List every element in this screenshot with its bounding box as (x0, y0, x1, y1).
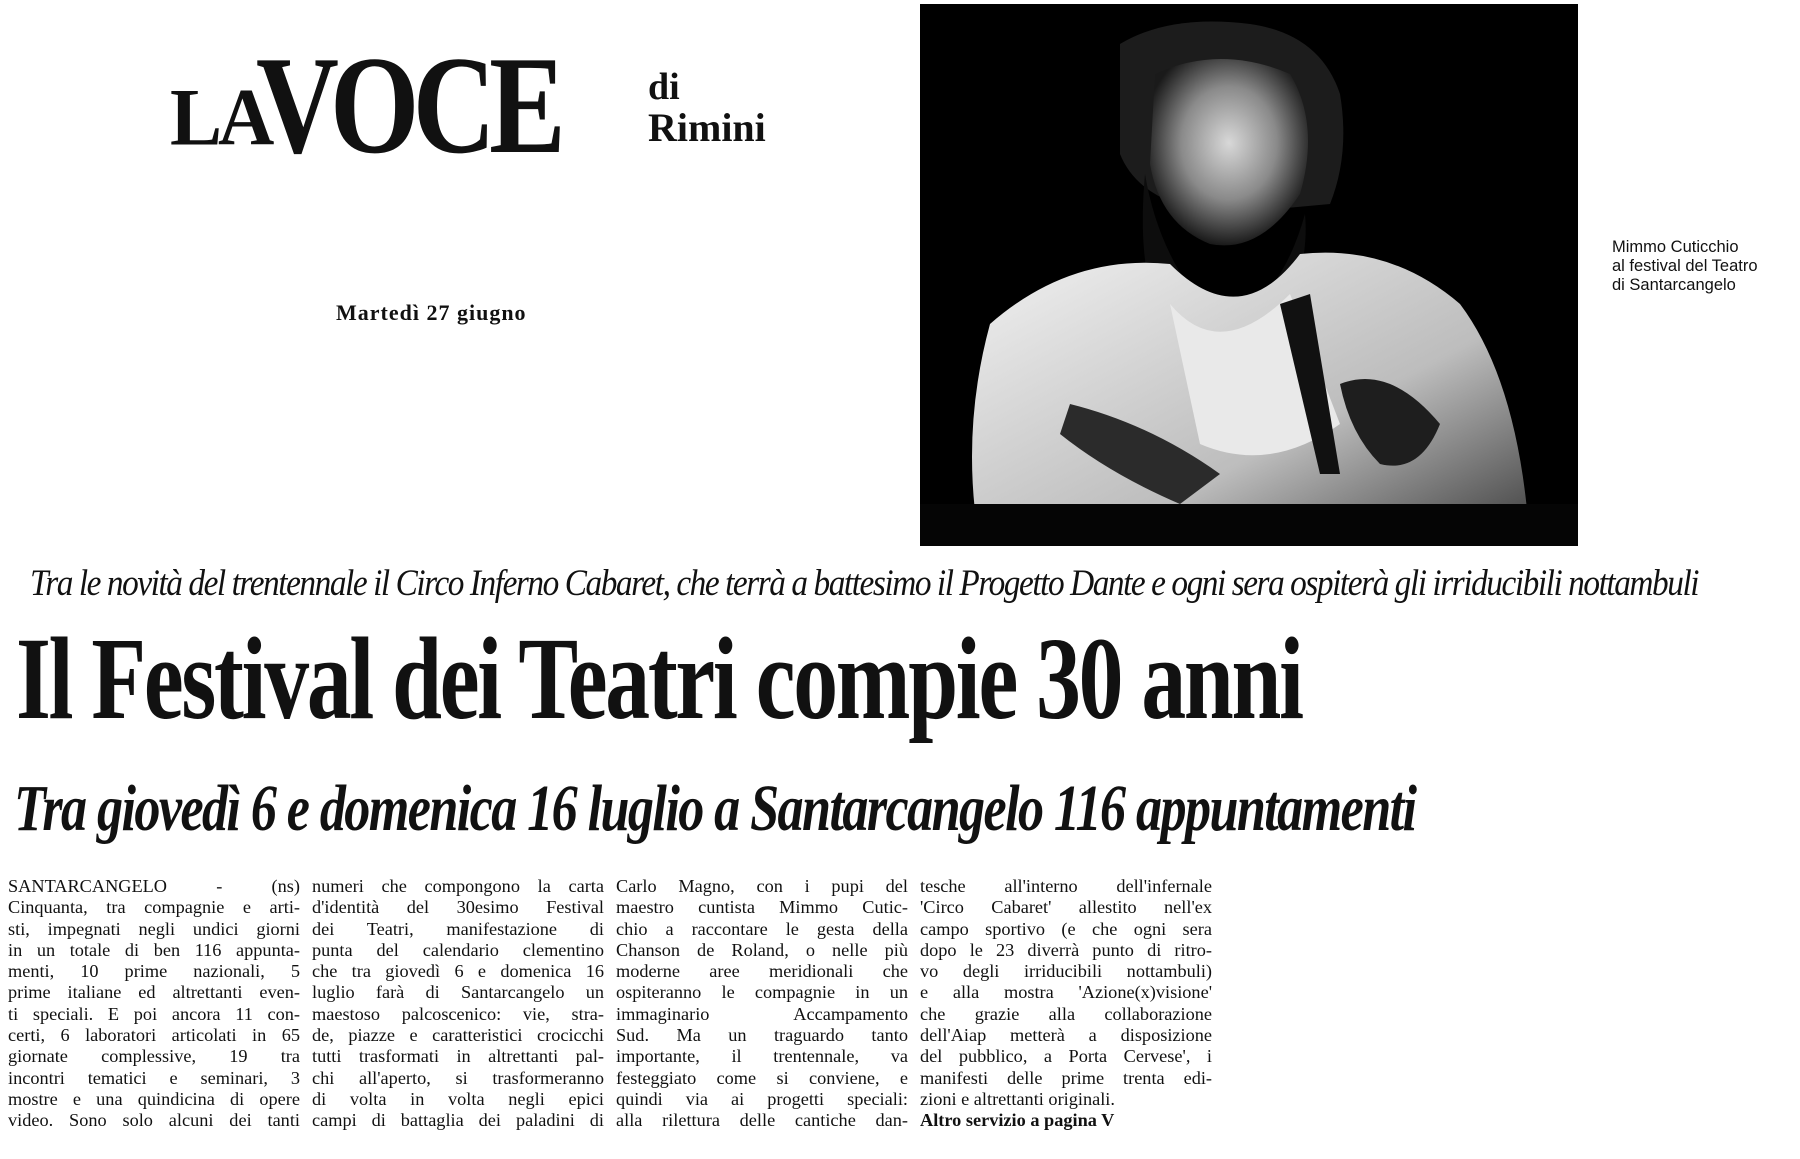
text-line: dei Teatri, manifestazione di (312, 918, 604, 939)
caption-line: al festival del Teatro (1612, 257, 1758, 275)
text-line: maestoso palcoscenico: vie, stra- (312, 1003, 604, 1024)
text-line: SANTARCANGELO - (ns) (8, 876, 300, 896)
text-line: del pubblico, a Porta Cervese', i (920, 1046, 1212, 1067)
text-line: e alla mostra 'Azione(x)visione' (920, 982, 1212, 1003)
text-line: menti, 10 prime nazionali, 5 (8, 961, 300, 982)
article-headline: Il Festival dei Teatri compie 30 anni (16, 613, 1302, 744)
masthead-la: LA (170, 70, 271, 163)
article-subhead: Tra giovedì 6 e domenica 16 luglio a Santarcangelo 116 appuntamenti (14, 772, 1416, 845)
text-line: campo sportivo (e che ogni sera (920, 918, 1212, 939)
text-line: chi all'aperto, si trasformeranno (312, 1067, 604, 1088)
article-photo (920, 4, 1578, 546)
text-line: prime italiane ed altrettanti even- (8, 982, 300, 1003)
text-line: d'identità del 30esimo Festival (312, 897, 604, 918)
text-line: chio a raccontare le gesta della (616, 918, 908, 939)
article-column-3 (616, 876, 908, 1132)
text-line: Sud. Ma un traguardo tanto (616, 1025, 908, 1046)
text-line: Carlo Magno, con i pupi del (616, 876, 908, 896)
text-line: moderne aree meridionali che (616, 961, 908, 982)
text-line: importante, il trentennale, va (616, 1046, 908, 1067)
masthead-voce: VOCE (256, 28, 560, 183)
caption-line: di Santarcangelo (1612, 276, 1736, 294)
issue-date: Martedì 27 giugno (336, 300, 527, 325)
masthead-di: di (648, 66, 680, 108)
performer-photo-illustration (920, 4, 1578, 546)
text-line: campi di battaglia dei paladini di (312, 1110, 604, 1131)
text-line: de, piazze e caratteristici crocicchi (312, 1025, 604, 1046)
article-footer-reference: Altro servizio a pagina V (920, 1110, 1115, 1131)
text-line: che tra giovedì 6 e domenica 16 (312, 961, 604, 982)
text-line: Cinquanta, tra compagnie e arti- (8, 897, 300, 918)
article-column-2 (312, 876, 604, 1132)
text-line: vo degli irriducibili nottambuli) (920, 961, 1212, 982)
text-line: che grazie alla collaborazione (920, 1003, 1212, 1024)
text-line: tutti trasformati in altrettanti pal- (312, 1046, 604, 1067)
text-line: in un totale di ben 116 appunta- (8, 939, 300, 960)
photo-caption (1612, 238, 1800, 295)
text-line: Chanson de Roland, o nelle più (616, 939, 908, 960)
text-line: incontri tematici e seminari, 3 (8, 1067, 300, 1088)
text-line: tesche all'interno dell'infernale (920, 876, 1212, 896)
text-line: luglio farà di Santarcangelo un (312, 982, 604, 1003)
text-line: numeri che compongono la carta (312, 876, 604, 896)
text-line: maestro cuntista Mimmo Cutic- (616, 897, 908, 918)
text-line: dopo le 23 diverrà punto di ritro- (920, 939, 1212, 960)
text-line: sti, impegnati negli undici giorni (8, 918, 300, 939)
text-line: 'Circo Cabaret' allestito nell'ex (920, 897, 1212, 918)
text-line: manifesti delle prime trenta edi- (920, 1067, 1212, 1088)
text-line: ti speciali. E poi ancora 11 con- (8, 1003, 300, 1024)
text-line: mostre e una quindicina di opere (8, 1088, 300, 1109)
masthead-logo (170, 28, 790, 183)
masthead-city: Rimini (648, 105, 766, 150)
text-line: quindi via ai progetti speciali: (616, 1088, 908, 1109)
article-column-1 (8, 876, 300, 1132)
text-line: zioni e altrettanti originali. (920, 1088, 1115, 1109)
text-line: di volta in volta negli epici (312, 1088, 604, 1109)
text-line: festeggiato come si conviene, e (616, 1067, 908, 1088)
text-line: immaginario Accampamento (616, 1003, 908, 1024)
article-kicker: Tra le novità del trentennale il Circo Inferno Cabaret, che terrà a battesimo il Progetto Dante e ogni sera ospiterà gli irriducibili nottambuli (30, 563, 1699, 604)
text-line: dell'Aiap metterà a disposizione (920, 1025, 1212, 1046)
caption-line: Mimmo Cuticchio (1612, 238, 1739, 256)
text-line: video. Sono solo alcuni dei tanti (8, 1110, 300, 1131)
text-line: alla rilettura delle cantiche dan- (616, 1110, 908, 1131)
article-column-4 (920, 876, 1212, 1132)
text-line: ospiteranno le compagnie in un (616, 982, 908, 1003)
text-line: certi, 6 laboratori articolati in 65 (8, 1025, 300, 1046)
text-line: punta del calendario clementino (312, 939, 604, 960)
text-line: giornate complessive, 19 tra (8, 1046, 300, 1067)
